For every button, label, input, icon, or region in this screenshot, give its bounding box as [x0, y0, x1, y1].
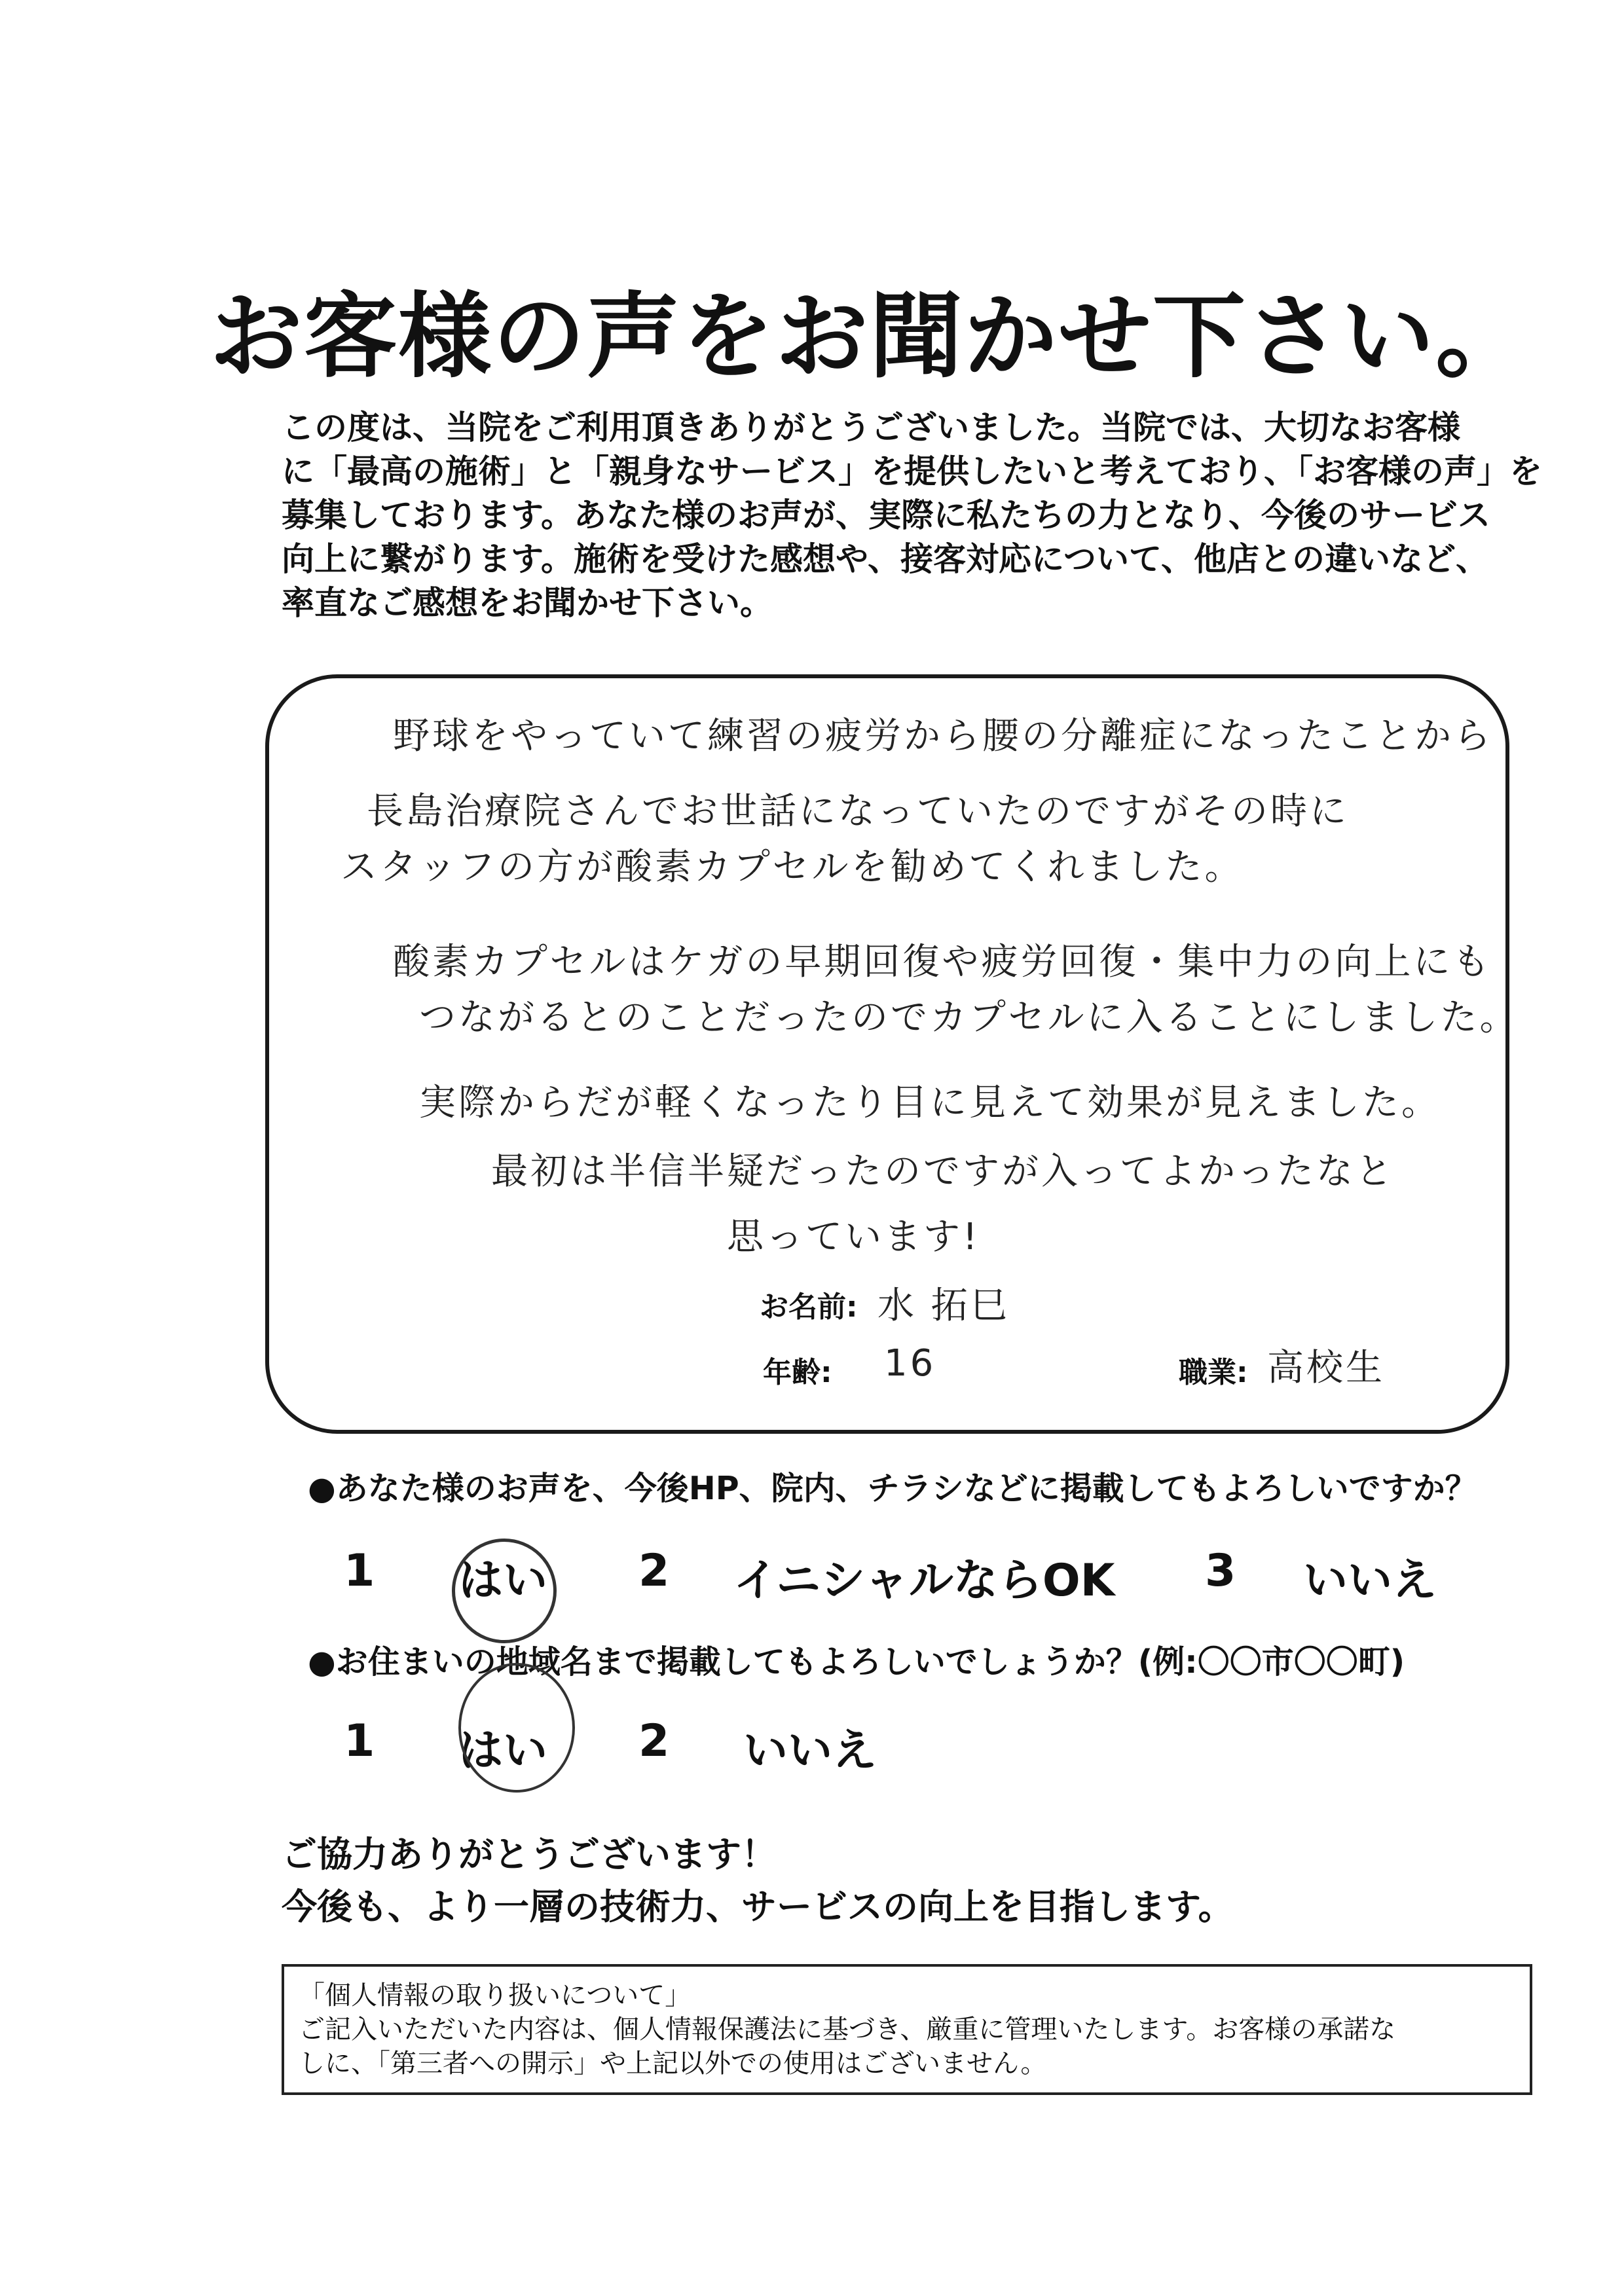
job-label: 職業:	[1179, 1356, 1248, 1389]
intro-line: 率直なご感想をお聞かせ下さい。	[282, 584, 773, 622]
q2-option-yes[interactable]: はい	[458, 1725, 548, 1777]
selection-circle	[452, 1539, 557, 1643]
handwritten-line: スタッフの方が酸素カプセルを勧めてくれました。	[341, 846, 1244, 888]
q1-option-2-num: 2	[638, 1545, 670, 1597]
job-value: 高校生	[1267, 1347, 1385, 1389]
page-title: お客様の声をお聞かせ下さい。	[210, 283, 1530, 391]
q2-option-no[interactable]: いいえ	[743, 1725, 877, 1777]
name-value: 水 拓巳	[877, 1285, 1010, 1327]
privacy-notice	[282, 1964, 1532, 2095]
question-publish: ●あなた様のお声を、今後HP、院内、チラシなどに掲載してもよろしいですか？	[308, 1470, 1477, 1507]
name-label: お名前:	[760, 1290, 858, 1324]
handwritten-line: つながるとのことだったのでカプセルに入ることにしました。	[419, 996, 1519, 1039]
thanks-message: 今後も、より一層の技術力、サービスの向上を目指します。	[282, 1886, 1234, 1927]
intro-line: この度は、当院をご利用頂きありがとうございました。当院では、大切なお客様	[282, 409, 1460, 446]
q2-option-1-num: 1	[344, 1715, 375, 1767]
intro-line: 向上に繋がります。施術を受けた感想や、接客対応について、他店との違いなど、	[282, 540, 1488, 578]
intro-text	[282, 406, 1542, 625]
q1-option-yes[interactable]: はい	[458, 1555, 548, 1607]
intro-line: 募集しております。あなた様のお声が、実際に私たちの力となり、今後のサービス	[282, 496, 1490, 534]
q1-option-no[interactable]: いいえ	[1303, 1555, 1437, 1607]
selection-circle	[458, 1663, 575, 1793]
q1-option-3-num: 3	[1205, 1545, 1236, 1597]
age-value: 16	[884, 1342, 936, 1385]
handwritten-line: 長島治療院さんでお世話になっていたのですがその時に	[367, 790, 1349, 833]
question-region: ●お住まいの地域名まで掲載してもよろしいでしょうか？(例:〇〇市〇〇町)	[308, 1643, 1405, 1681]
age-label: 年齢:	[763, 1356, 832, 1389]
privacy-line: しに、「第三者への開示」や上記以外での使用はございません。	[299, 2049, 1047, 2079]
q1-option-1-num: 1	[344, 1545, 375, 1597]
thanks-heading: ご協力ありがとうございます！	[282, 1834, 777, 1875]
privacy-title: 「個人情報の取り扱いについて」	[299, 1980, 692, 2011]
handwritten-line: 実際からだが軽くなったり目に見えて効果が見えました。	[419, 1082, 1441, 1124]
handwritten-line: 最初は半信半疑だったのですが入ってよかったなと	[491, 1150, 1395, 1193]
privacy-line: ご記入いただいた内容は、個人情報保護法に基づき、厳重に管理いたします。お客様の承諾な	[299, 2014, 1396, 2045]
handwritten-line: 野球をやっていて練習の疲労から腰の分離症になったことから	[393, 715, 1493, 757]
handwritten-line: 酸素カプセルはケガの早期回復や疲労回復・集中力の向上にも	[393, 941, 1492, 983]
q1-option-initials[interactable]: イニシャルならOK	[733, 1555, 1115, 1607]
handwritten-line: 思っています!	[727, 1216, 980, 1258]
intro-line: に「最高の施術」と「親身なサービス」を提供したいと考えており、「お客様の声」を	[282, 452, 1542, 490]
q2-option-2-num: 2	[638, 1715, 670, 1767]
